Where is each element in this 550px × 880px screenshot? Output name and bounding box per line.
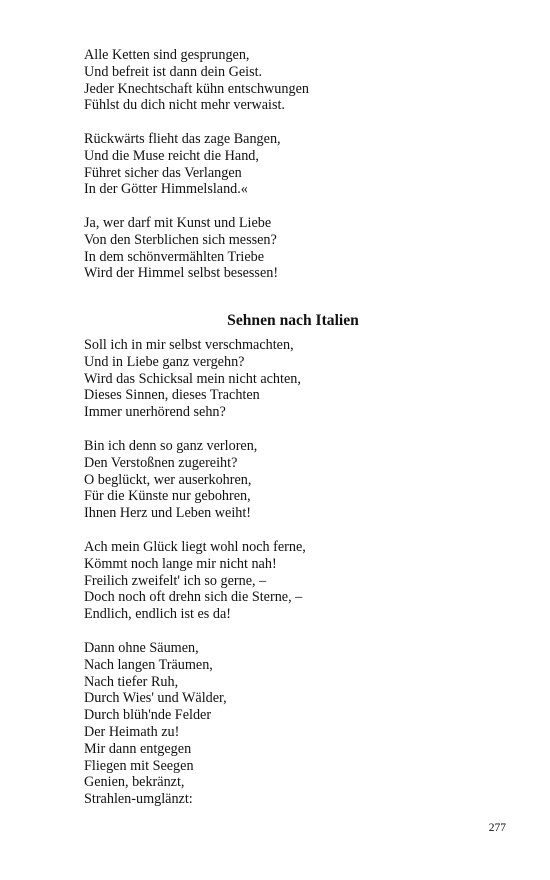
verse-line: In der Götter Himmelsland.« [84,181,248,198]
verse-line: Immer unerhörend sehn? [84,404,226,421]
verse-line: Nach tiefer Ruh, [84,673,179,690]
verse-line: Durch Wies' und Wälder, [84,690,227,707]
verse-line: Jeder Knechtschaft kühn entschwungen [84,80,309,97]
verse-line: Strahlen-umglänzt: [84,791,193,808]
verse-line: Von den Sterblichen sich messen? [84,231,277,248]
verse-line: Mir dann entgegen [84,740,192,757]
verse-line: O beglückt, wer auserkohren, [84,471,252,488]
verse-line: Dann ohne Säumen, [84,640,199,656]
verse-line: Freilich zweifelt' ich so gerne, – [84,572,267,589]
verse-line: Durch blüh'nde Felder [84,707,212,724]
page-number: 277 [488,822,506,834]
verse-line: Kömmt noch lange mir nicht nah! [84,555,277,572]
stanza [84,438,514,522]
verse-line: Ach mein Glück liegt wohl noch ferne, [84,539,306,555]
verse-line: Wird der Himmel selbst besessen! [84,265,279,282]
stanza [84,131,514,198]
verse-line: Wird das Schicksal mein nicht achten, [84,370,301,387]
verse-line: Alle Ketten sind gesprungen, [84,47,250,63]
verse-line: Doch noch oft drehn sich die Sterne, – [84,589,303,606]
verse-line: Fühlst du dich nicht mehr verwaist. [84,97,285,114]
stanza [84,640,514,808]
verse-line: Bin ich denn so ganz verloren, [84,438,258,454]
verse-line: Fliegen mit Seegen [84,757,194,774]
verse-line: Nach langen Träumen, [84,656,213,673]
verse-line: Ihnen Herz und Leben weiht! [84,505,252,522]
verse-line: Den Verstoßnen zugereiht? [84,454,238,471]
verse-line: Endlich, endlich ist es da! [84,606,231,623]
verse-line: Der Heimath zu! [84,723,180,740]
verse-line: Für die Künste nur gebohren, [84,488,251,505]
stanza [84,539,514,623]
verse-line: Dieses Sinnen, dieses Trachten [84,387,260,404]
verse-line: Rückwärts flieht das zage Bangen, [84,131,281,147]
verse-line: Und in Liebe ganz vergehn? [84,353,245,370]
stanza [84,337,514,421]
poem-title: Sehnen nach Italien [227,312,359,329]
stanza [84,47,514,114]
verse-line: Ja, wer darf mit Kunst und Liebe [84,215,272,231]
verse-line: Und die Muse reicht die Hand, [84,147,259,164]
verse-line: Soll ich in mir selbst verschmachten, [84,337,294,353]
verse-line: Und befreit ist dann dein Geist. [84,63,263,80]
verse-line: Führet sicher das Verlangen [84,164,242,181]
verse-line: Genien, bekränzt, [84,774,185,791]
verse-line: In dem schönvermählten Triebe [84,248,265,265]
stanza [84,215,514,282]
